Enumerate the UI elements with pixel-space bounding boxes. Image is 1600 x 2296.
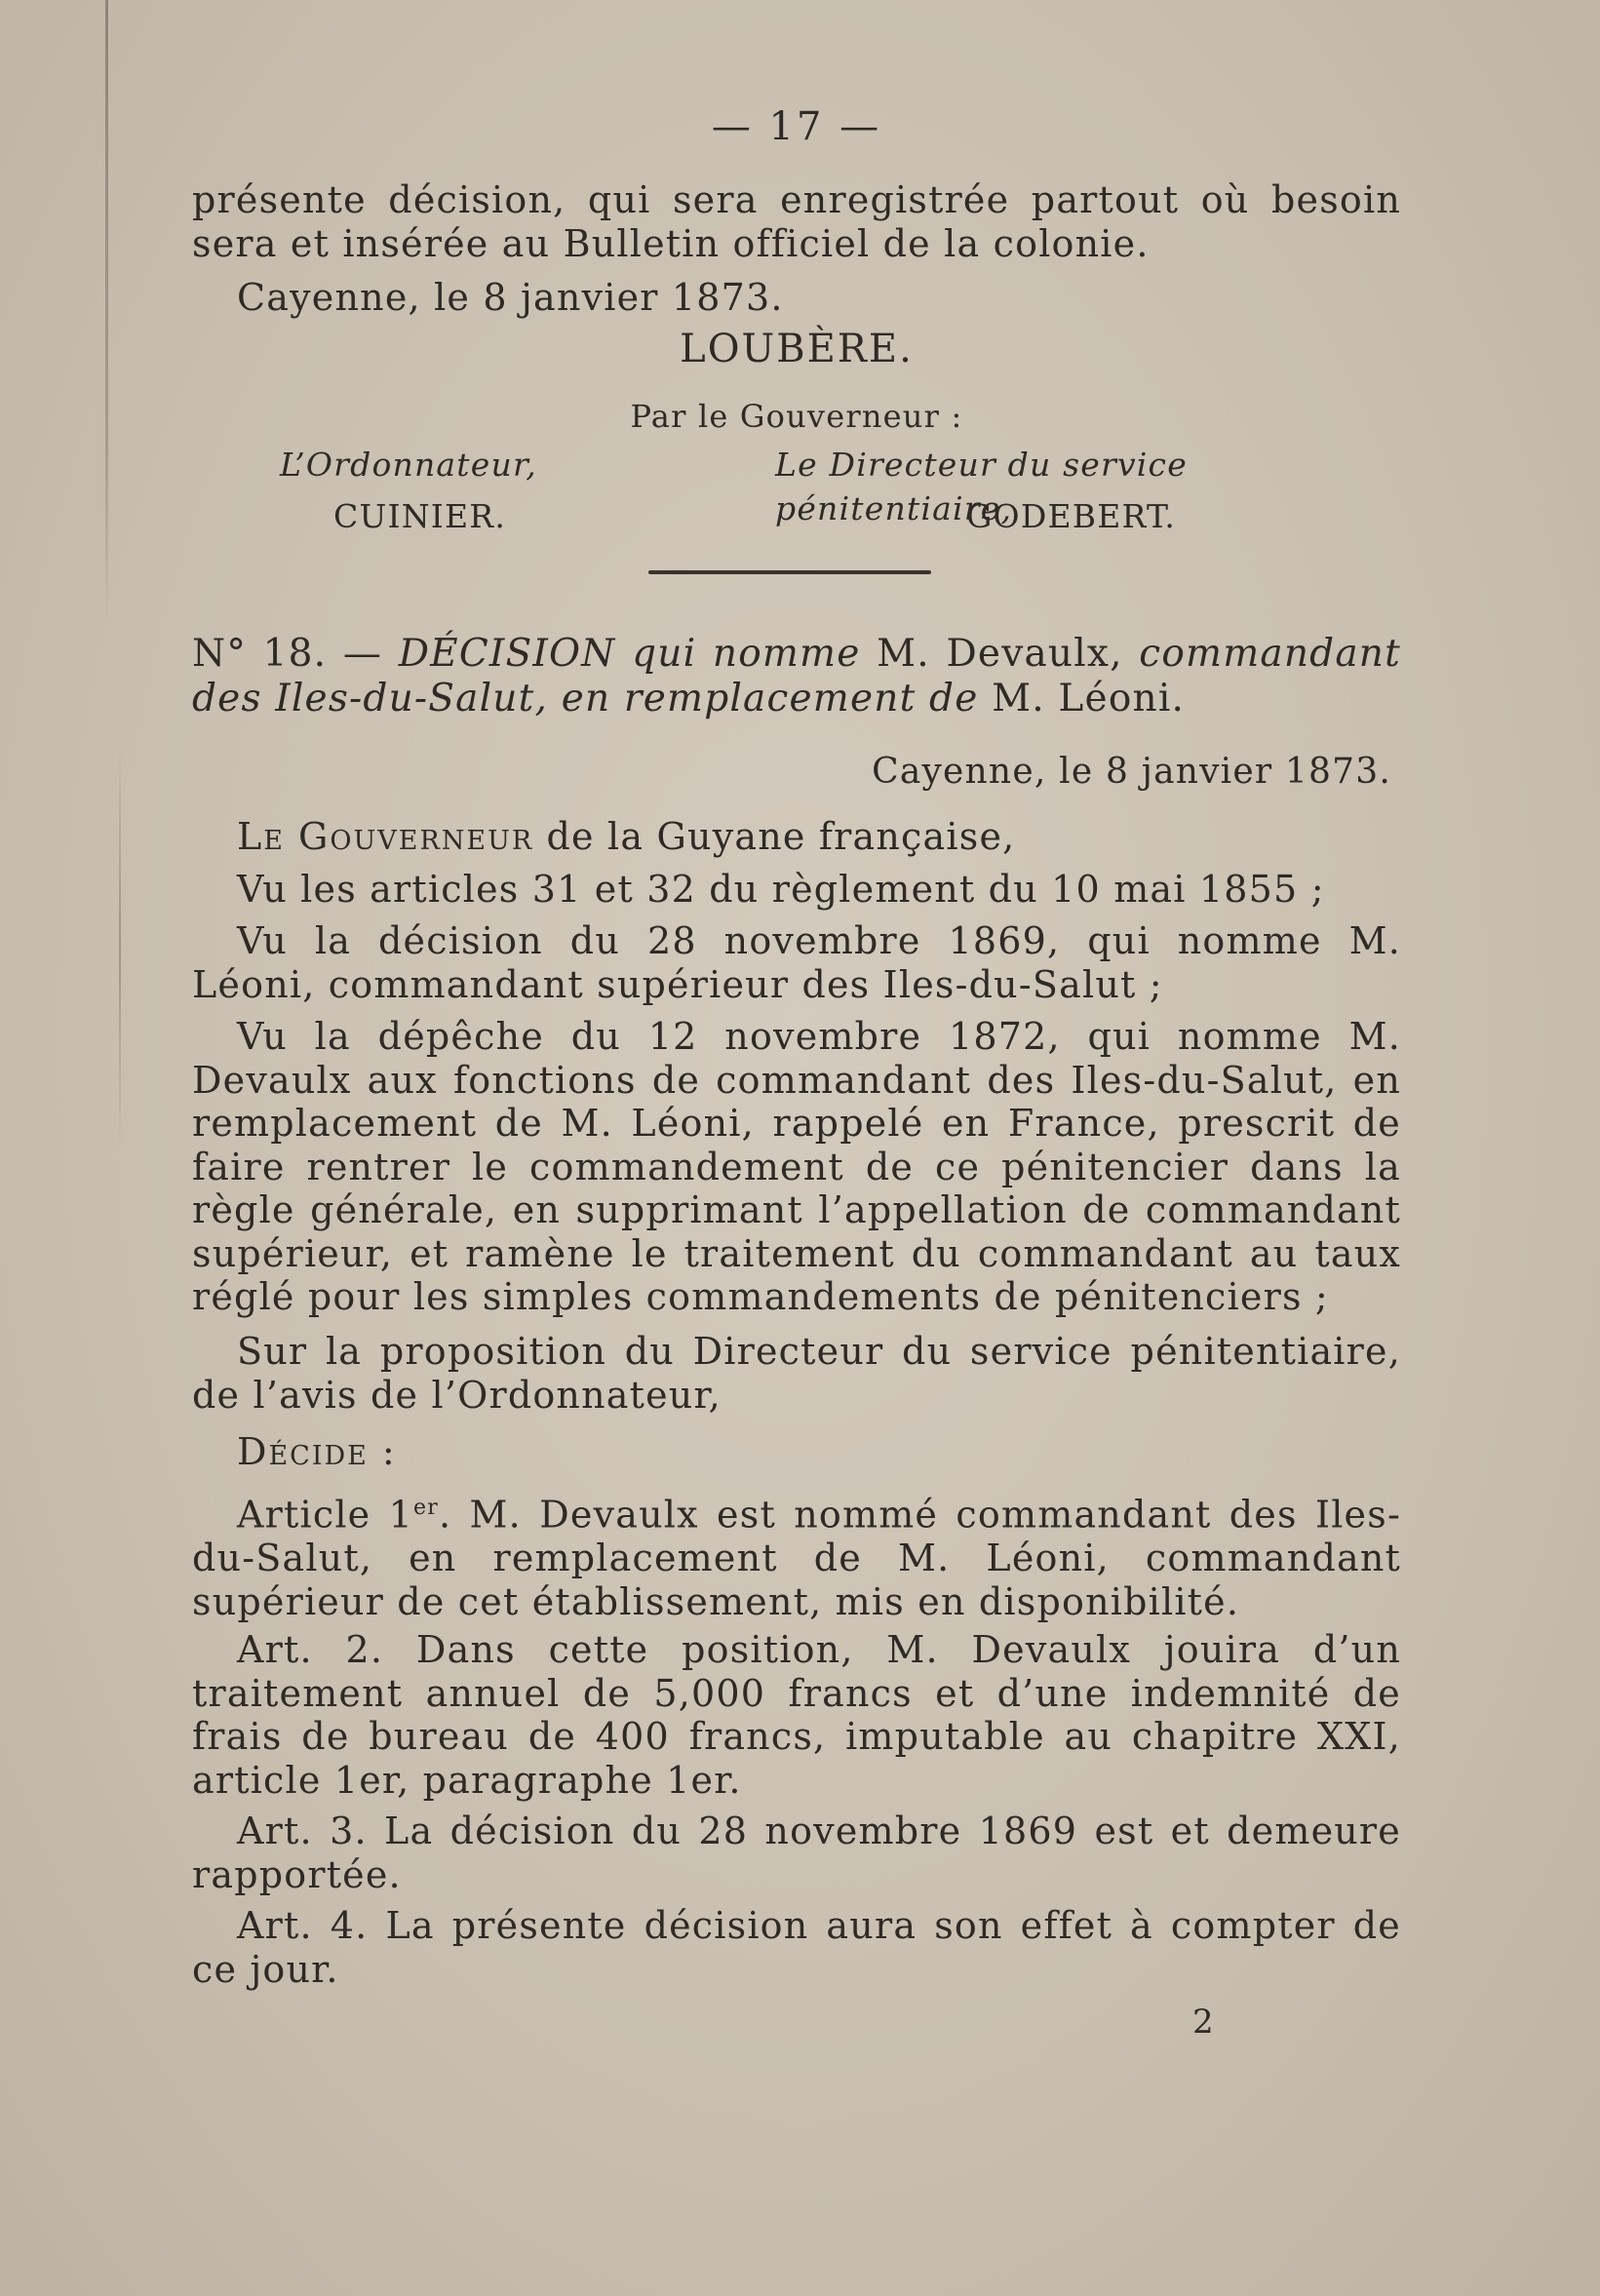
previous-decision-dateline: Cayenne, le 8 janvier 1873.: [237, 276, 784, 319]
decision-number: N° 18.: [192, 632, 328, 676]
consideration-4: Sur la proposition du Directeur du service pénitentiaire, de l’avis de l’Ordonnateur,: [192, 1330, 1401, 1417]
article-4-text: La présente décision aura son effet à compter de ce jour.: [192, 1904, 1401, 1991]
director-name: GODEBERT.: [966, 497, 1177, 535]
signature-mark: 2: [1192, 2003, 1215, 2042]
consideration-2: Vu la décision du 28 novembre 1869, qui nomme M. Léoni, commandant supérieur des Iles-du-Salut ;: [192, 919, 1401, 1006]
binding-edge-shadow: [105, 0, 108, 624]
previous-decision-closing: présente décision, qui sera enregistrée partout où besoin sera et insérée au Bulletin officiel de la colonie.: [192, 178, 1401, 265]
decision-dateline: Cayenne, le 8 janvier 1873.: [872, 752, 1391, 792]
article-3: [192, 1810, 1401, 1896]
page-folio: — 17 —: [711, 104, 882, 149]
article-1-lead: Article 1: [237, 1493, 414, 1537]
article-2-text: Dans cette position, M. Devaulx jouira d’un traitement annuel de 5,000 francs et d’une indemnité de frais de bureau de 400 francs, imputable au chapitre XXI, article 1er, paragraphe 1er.: [192, 1628, 1401, 1802]
by-governor-line: Par le Gouverneur :: [630, 398, 963, 435]
article-3-lead: Art. 3.: [237, 1810, 368, 1852]
decision-heading: [192, 632, 1401, 721]
article-4-lead: Art. 4.: [237, 1904, 369, 1947]
binding-edge-shadow-lower: [119, 741, 121, 1150]
heading-text-2: commandant des Iles-du-Salut, en remplacement de: [192, 632, 1401, 720]
consideration-3: Vu la dépêche du 12 novembre 1872, qui nomme M. Devaulx aux fonctions de commandant des Iles-du-Salut, en remplacement de M. Léoni, rappelé en France, prescrit de faire rentrer le commandement de ce pénitencier dans la règle générale, en supprimant l’appellation de commandant supérieur, et ramène le traitement du commandant au taux réglé pour les simples commandements de pénitenciers ;: [192, 1015, 1401, 1318]
heading-text-1: qui nomme: [632, 632, 861, 676]
heading-name-2: M. Léoni.: [992, 677, 1186, 720]
article-2-lead: Art. 2.: [237, 1628, 384, 1671]
article-1-sup: er: [413, 1496, 439, 1520]
ordonnateur-title: L’Ordonnateur,: [280, 446, 537, 484]
article-4: [192, 1904, 1401, 1991]
authority-rest: de la Guyane française,: [546, 815, 1016, 858]
article-2: [192, 1628, 1401, 1802]
ordonnateur-name: CUINIER.: [333, 497, 507, 535]
authority-line: [192, 815, 1401, 859]
director-title: Le Directeur du service pénitentiaire,: [775, 446, 1188, 527]
governor-signature: LOUBÈRE.: [680, 327, 914, 371]
consideration-1: Vu les articles 31 et 32 du règlement du 10 mai 1855 ;: [237, 868, 1325, 911]
article-3-text: La décision du 28 novembre 1869 est et demeure rapportée.: [192, 1810, 1401, 1896]
article-1-text: . M. Devaulx est nommé commandant des Iles-du-Salut, en remplacement de M. Léoni, commandant supérieur de cet établissement, mis en disponibilité.: [192, 1493, 1401, 1623]
decide-label: Décide :: [237, 1430, 397, 1473]
heading-dash: —: [342, 632, 383, 676]
heading-word: DÉCISION: [398, 632, 616, 676]
article-1: [192, 1487, 1401, 1623]
authority-title: Le Gouverneur: [237, 815, 534, 858]
heading-name: M. Devaulx,: [877, 632, 1123, 676]
section-divider: [648, 570, 931, 574]
